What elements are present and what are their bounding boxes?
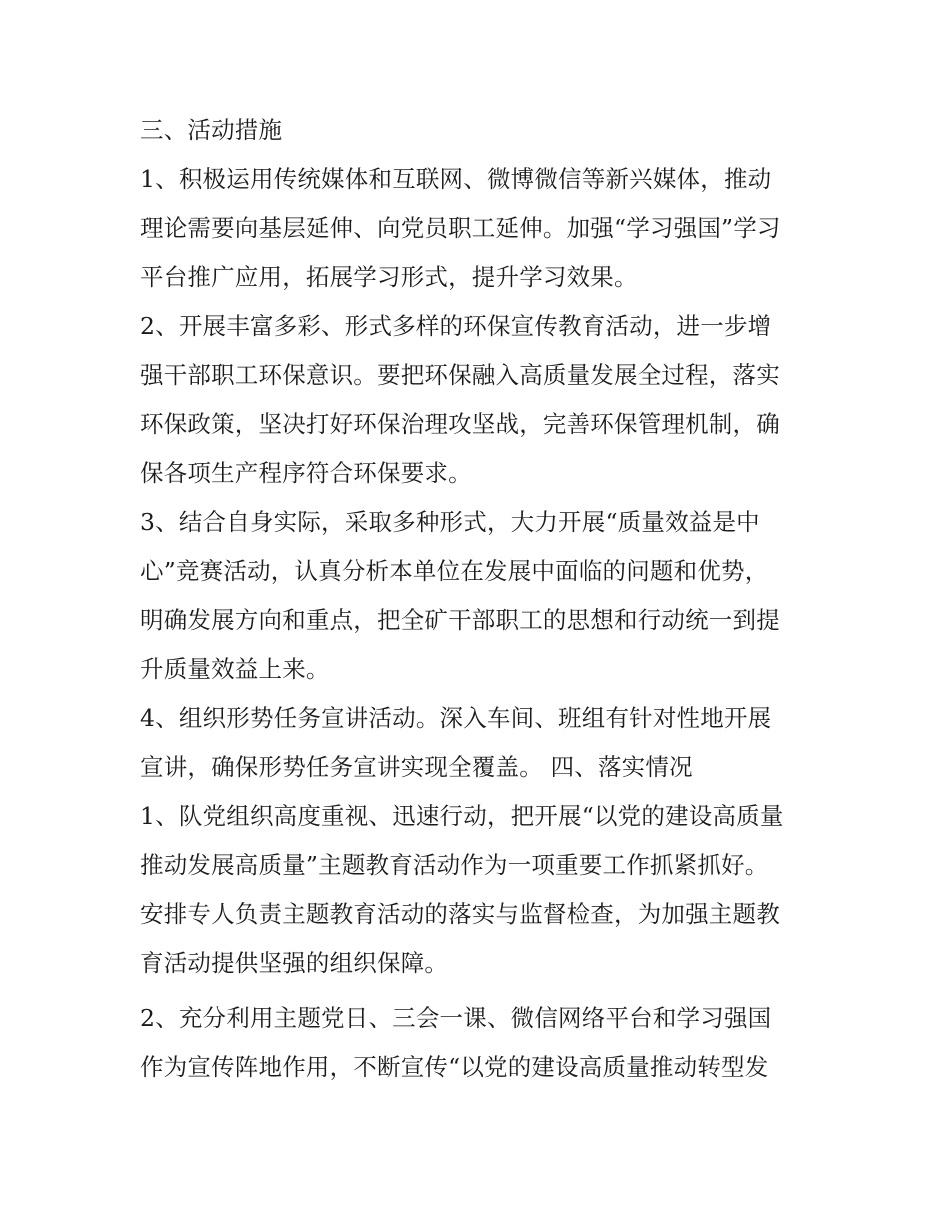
document-body <box>140 106 830 1092</box>
text-line: 理论需要向基层延伸、向党员职工延伸。加强“学习强国”学习 <box>140 214 781 242</box>
text-line: 明确发展方向和重点，把全矿干部职工的思想和行动统一到提 <box>140 606 780 634</box>
text-line: 平台推广应用，拓展学习形式，提升学习效果。 <box>140 263 638 291</box>
text-line: 育活动提供坚强的组织保障。 <box>140 949 449 977</box>
text-line: 强干部职工环保意识。要把环保融入高质量发展全过程，落实 <box>140 361 780 389</box>
text-line: 心”竞赛活动，认真分析本单位在发展中面临的问题和优势， <box>140 557 769 585</box>
text-line: 环保政策，坚决打好环保治理攻坚战，完善环保管理机制，确 <box>140 410 780 438</box>
text-line: 3、结合自身实际，采取多种形式，大力开展“质量效益是中 <box>140 508 760 536</box>
text-line: 升质量效益上来。 <box>140 655 330 683</box>
text-line: 作为宣传阵地作用，不断宣传“以党的建设高质量推动转型发 <box>140 1053 769 1081</box>
text-line: 4、组织形势任务宣讲活动。深入车间、班组有针对性地开展 <box>140 704 772 732</box>
text-line: 2、充分利用主题党日、三会一课、微信网络平台和学习强国 <box>140 1004 772 1032</box>
text-line: 宣讲，确保形势任务宣讲实现全覆盖。 四、落实情况 <box>140 753 693 781</box>
section-heading: 三、活动措施 <box>140 116 283 144</box>
text-line: 2、开展丰富多彩、形式多样的环保宣传教育活动，进一步增 <box>140 312 772 340</box>
text-line: 保各项生产程序符合环保要求。 <box>140 459 472 487</box>
text-line: 1、积极运用传统媒体和互联网、微博微信等新兴媒体，推动 <box>140 165 772 193</box>
text-line: 安排专人负责主题教育活动的落实与监督检查，为加强主题教 <box>140 900 780 928</box>
text-line: 推动发展高质量”主题教育活动作为一项重要工作抓紧抓好。 <box>140 851 769 879</box>
text-line: 1、队党组织高度重视、迅速行动，把开展“以党的建设高质量 <box>140 802 784 830</box>
